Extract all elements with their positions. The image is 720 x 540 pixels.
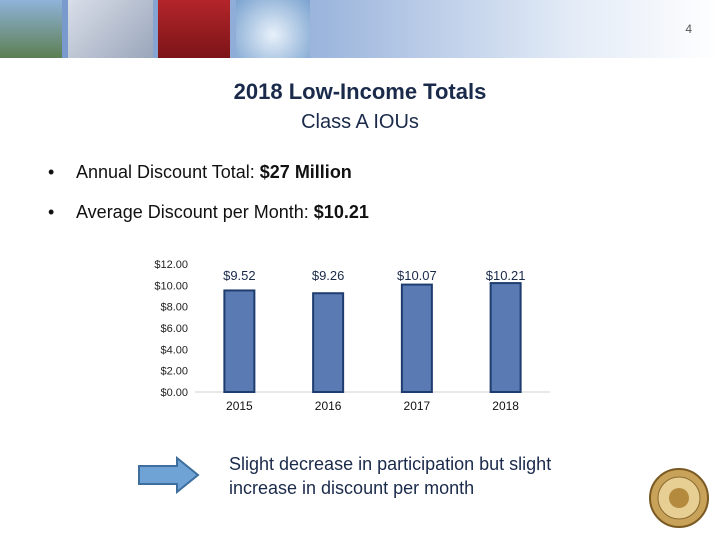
data-label: $9.52 [223, 268, 256, 283]
slide-title: 2018 Low-Income Totals [233, 79, 487, 104]
data-label: $9.26 [311, 268, 345, 283]
slide-subtitle: Class A IOUs [301, 111, 419, 133]
bullet-label: Average Discount per Month: [76, 202, 314, 222]
bullet-dot: • [48, 202, 55, 222]
y-tick-label: $0.00 [160, 387, 188, 399]
x-tick-label: 2018 [492, 399, 519, 413]
y-tick-label: $12.00 [154, 259, 188, 271]
discount-bar-chart [120, 248, 570, 423]
y-tick-label: $10.00 [154, 280, 188, 293]
bullet-value: $27 Million [259, 162, 352, 182]
state-seal-icon [648, 467, 710, 529]
bullet-dot: • [48, 162, 55, 182]
y-tick-label: $2.00 [160, 365, 188, 378]
bullet-label: Annual Discount Total: [76, 162, 260, 182]
bar [313, 293, 343, 392]
y-tick-label: $6.00 [160, 323, 188, 335]
page-number: 4 [685, 22, 692, 36]
phone-keypad-photo [68, 0, 153, 58]
bullet-value: $10.21 [313, 202, 369, 222]
x-tick-label: 2017 [403, 399, 431, 413]
y-tick-label: $4.00 [160, 344, 188, 357]
train-photo [158, 0, 230, 58]
bar [402, 285, 432, 392]
header-banner [0, 0, 720, 58]
house-photo [0, 0, 62, 58]
data-label: $10.07 [396, 268, 437, 283]
x-tick-label: 2016 [314, 399, 342, 413]
bar [491, 283, 521, 392]
data-label: $10.21 [485, 268, 526, 283]
callout-text: Slight decrease in participation but slight increase in discount per month [229, 454, 552, 498]
bar [224, 290, 254, 392]
y-tick-label: $8.00 [160, 301, 188, 314]
bullet-average-discount [48, 202, 369, 223]
x-tick-label: 2015 [226, 399, 253, 413]
water-drop-photo [236, 0, 310, 58]
right-arrow-icon [137, 456, 201, 494]
bullet-annual-discount [48, 162, 352, 183]
